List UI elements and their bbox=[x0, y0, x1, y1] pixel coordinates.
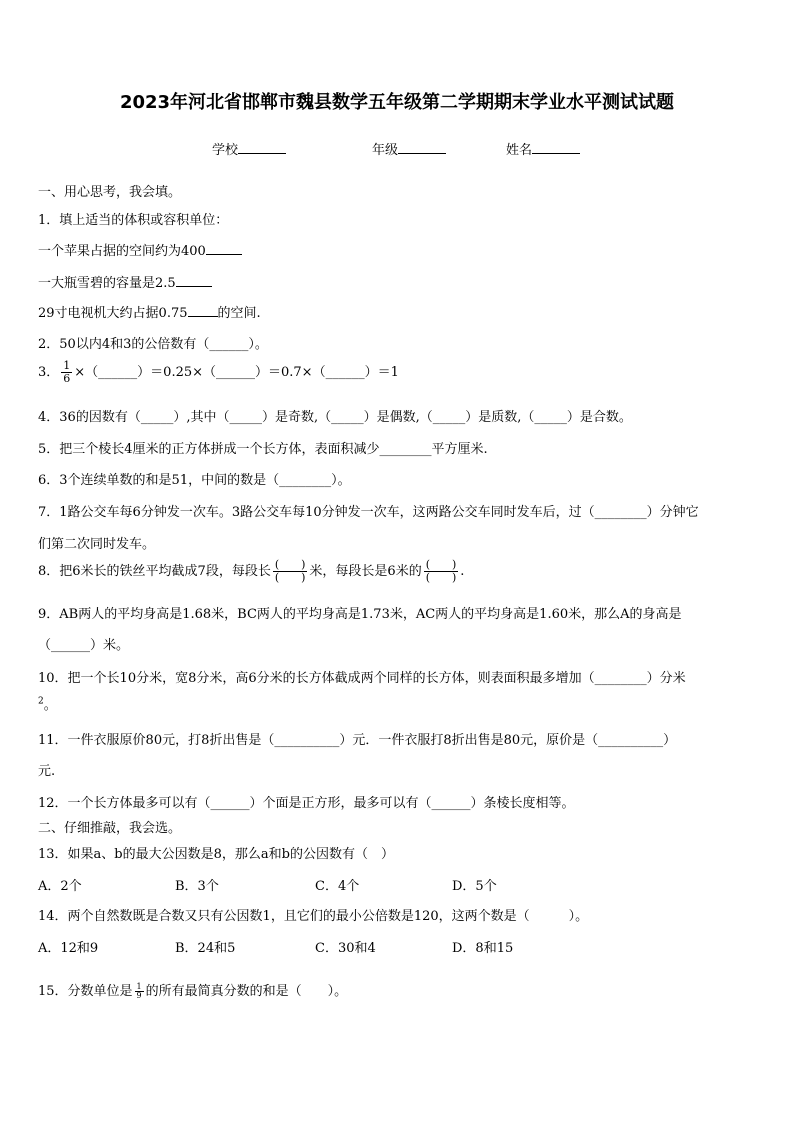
question-14-stem: 14．两个自然数既是合数又只有公因数1，且它们的最小公倍数是120，这两个数是（ ）。 bbox=[38, 909, 589, 924]
q14-option-a: A．12和9 bbox=[38, 941, 99, 956]
question-3-rest: ×（______）＝0.25×（______）＝0.7×（______）＝1 bbox=[74, 365, 399, 380]
question-10-line1: 10．把一个长10分米，宽8分米，高6分米的长方体截成两个同样的长方体，则表面积最多增加（________）分米 bbox=[38, 671, 686, 686]
question-8-end: . bbox=[460, 564, 465, 579]
question-15-post: 的所有最简真分数的和是（ ）。 bbox=[145, 984, 348, 999]
answer-blank bbox=[176, 273, 212, 287]
question-5: 5．把三个棱长4厘米的正方体拼成一个长方体，表面积减少________平方厘米. bbox=[38, 442, 488, 457]
question-9-line2: （______）米。 bbox=[38, 638, 130, 653]
q14-option-c: C．30和4 bbox=[315, 941, 376, 956]
q13-option-b: B．3个 bbox=[175, 879, 219, 894]
question-1a bbox=[38, 240, 242, 259]
question-15 bbox=[38, 980, 347, 1000]
question-7-line1: 7．1路公交车每6分钟发一次车。3路公交车每10分钟发一次车，这两路公交车同时发车后，过（________）分钟它 bbox=[38, 505, 699, 520]
question-1c-post: 的空间. bbox=[217, 306, 261, 321]
question-3 bbox=[38, 360, 399, 385]
fraction-numerator: 1 bbox=[136, 982, 142, 991]
name-blank bbox=[532, 140, 580, 154]
blank-fraction bbox=[273, 559, 308, 584]
fraction-one-sixth bbox=[61, 360, 72, 385]
question-1b bbox=[38, 272, 212, 291]
question-13-stem: 13．如果a、b的最大公因数是8，那么a和b的公因数有（ ） bbox=[38, 847, 394, 862]
question-8-mid: 米，每段长是6米的 bbox=[309, 564, 422, 579]
q14-option-d: D．8和15 bbox=[452, 941, 514, 956]
question-2: 2．50以内4和3的公倍数有（______）。 bbox=[38, 337, 268, 352]
fraction-denominator: ( ) bbox=[425, 571, 457, 584]
fraction-denominator: ( ) bbox=[274, 571, 306, 584]
page-title: 2023年河北省邯郸市魏县数学五年级第二学期期末学业水平测试试题 bbox=[119, 92, 675, 113]
grade-blank bbox=[398, 140, 446, 154]
question-9-line1: 9．AB两人的平均身高是1.68米，BC两人的平均身高是1.73米，AC两人的平均身高是1.60米，那么A的身高是 bbox=[38, 607, 682, 622]
school-field bbox=[212, 139, 286, 158]
question-15-pre: 15．分数单位是 bbox=[38, 984, 133, 999]
fraction-numerator: ( ) bbox=[425, 558, 457, 571]
q13-option-c: C．4个 bbox=[315, 879, 360, 894]
question-11-line2: 元. bbox=[38, 764, 56, 779]
school-label: 学校 bbox=[212, 143, 239, 158]
fraction-one-ninth bbox=[135, 983, 144, 1000]
question-6: 6．3个连续单数的和是51，中间的数是（________）。 bbox=[38, 473, 351, 488]
fraction-numerator: 1 bbox=[63, 359, 71, 372]
name-label: 姓名 bbox=[506, 143, 533, 158]
question-11-line1: 11．一件衣服原价80元，打8折出售是（__________）元．一件衣服打8折出售是80元，原价是（__________） bbox=[38, 733, 677, 748]
question-4: 4．36的因数有（_____）,其中（_____）是奇数,（_____）是偶数,（_____）是质数,（_____）是合数。 bbox=[38, 410, 632, 425]
question-1c-pre: 29寸电视机大约占据0.75 bbox=[38, 306, 188, 321]
fraction-denominator: 9 bbox=[136, 991, 142, 1000]
q13-option-d: D．5个 bbox=[452, 879, 497, 894]
question-3-label: 3． bbox=[38, 365, 60, 380]
blank-fraction bbox=[424, 559, 459, 584]
question-1c bbox=[38, 302, 261, 321]
fraction-numerator: ( ) bbox=[274, 558, 306, 571]
section-2-heading: 二、仔细推敲，我会选。 bbox=[38, 821, 182, 836]
q13-option-a: A．2个 bbox=[38, 879, 82, 894]
answer-blank bbox=[206, 241, 242, 255]
name-field bbox=[506, 139, 580, 158]
school-blank bbox=[238, 140, 286, 154]
grade-label: 年级 bbox=[372, 143, 399, 158]
question-12: 12．一个长方体最多可以有（______）个面是正方形，最多可以有（______）条棱长度相等。 bbox=[38, 796, 575, 811]
question-8-pre: 8．把6米长的铁丝平均截成7段，每段长 bbox=[38, 564, 271, 579]
question-7-line2: 们第二次同时发车。 bbox=[38, 537, 156, 552]
question-1a-text: 一个苹果占据的空间约为400 bbox=[38, 244, 206, 259]
question-1b-text: 一大瓶雪碧的容量是2.5 bbox=[38, 276, 176, 291]
answer-blank bbox=[188, 303, 218, 317]
question-10-end: 。 bbox=[43, 698, 57, 713]
fraction-denominator: 6 bbox=[63, 372, 71, 385]
question-8 bbox=[38, 559, 464, 584]
exponent: 2 bbox=[38, 696, 44, 707]
question-1-stem: 1．填上适当的体积或容积单位： bbox=[38, 213, 229, 228]
section-1-heading: 一、用心思考，我会填。 bbox=[38, 185, 182, 200]
grade-field bbox=[372, 139, 446, 158]
question-10-line2 bbox=[38, 694, 57, 713]
q14-option-b: B．24和5 bbox=[175, 941, 236, 956]
